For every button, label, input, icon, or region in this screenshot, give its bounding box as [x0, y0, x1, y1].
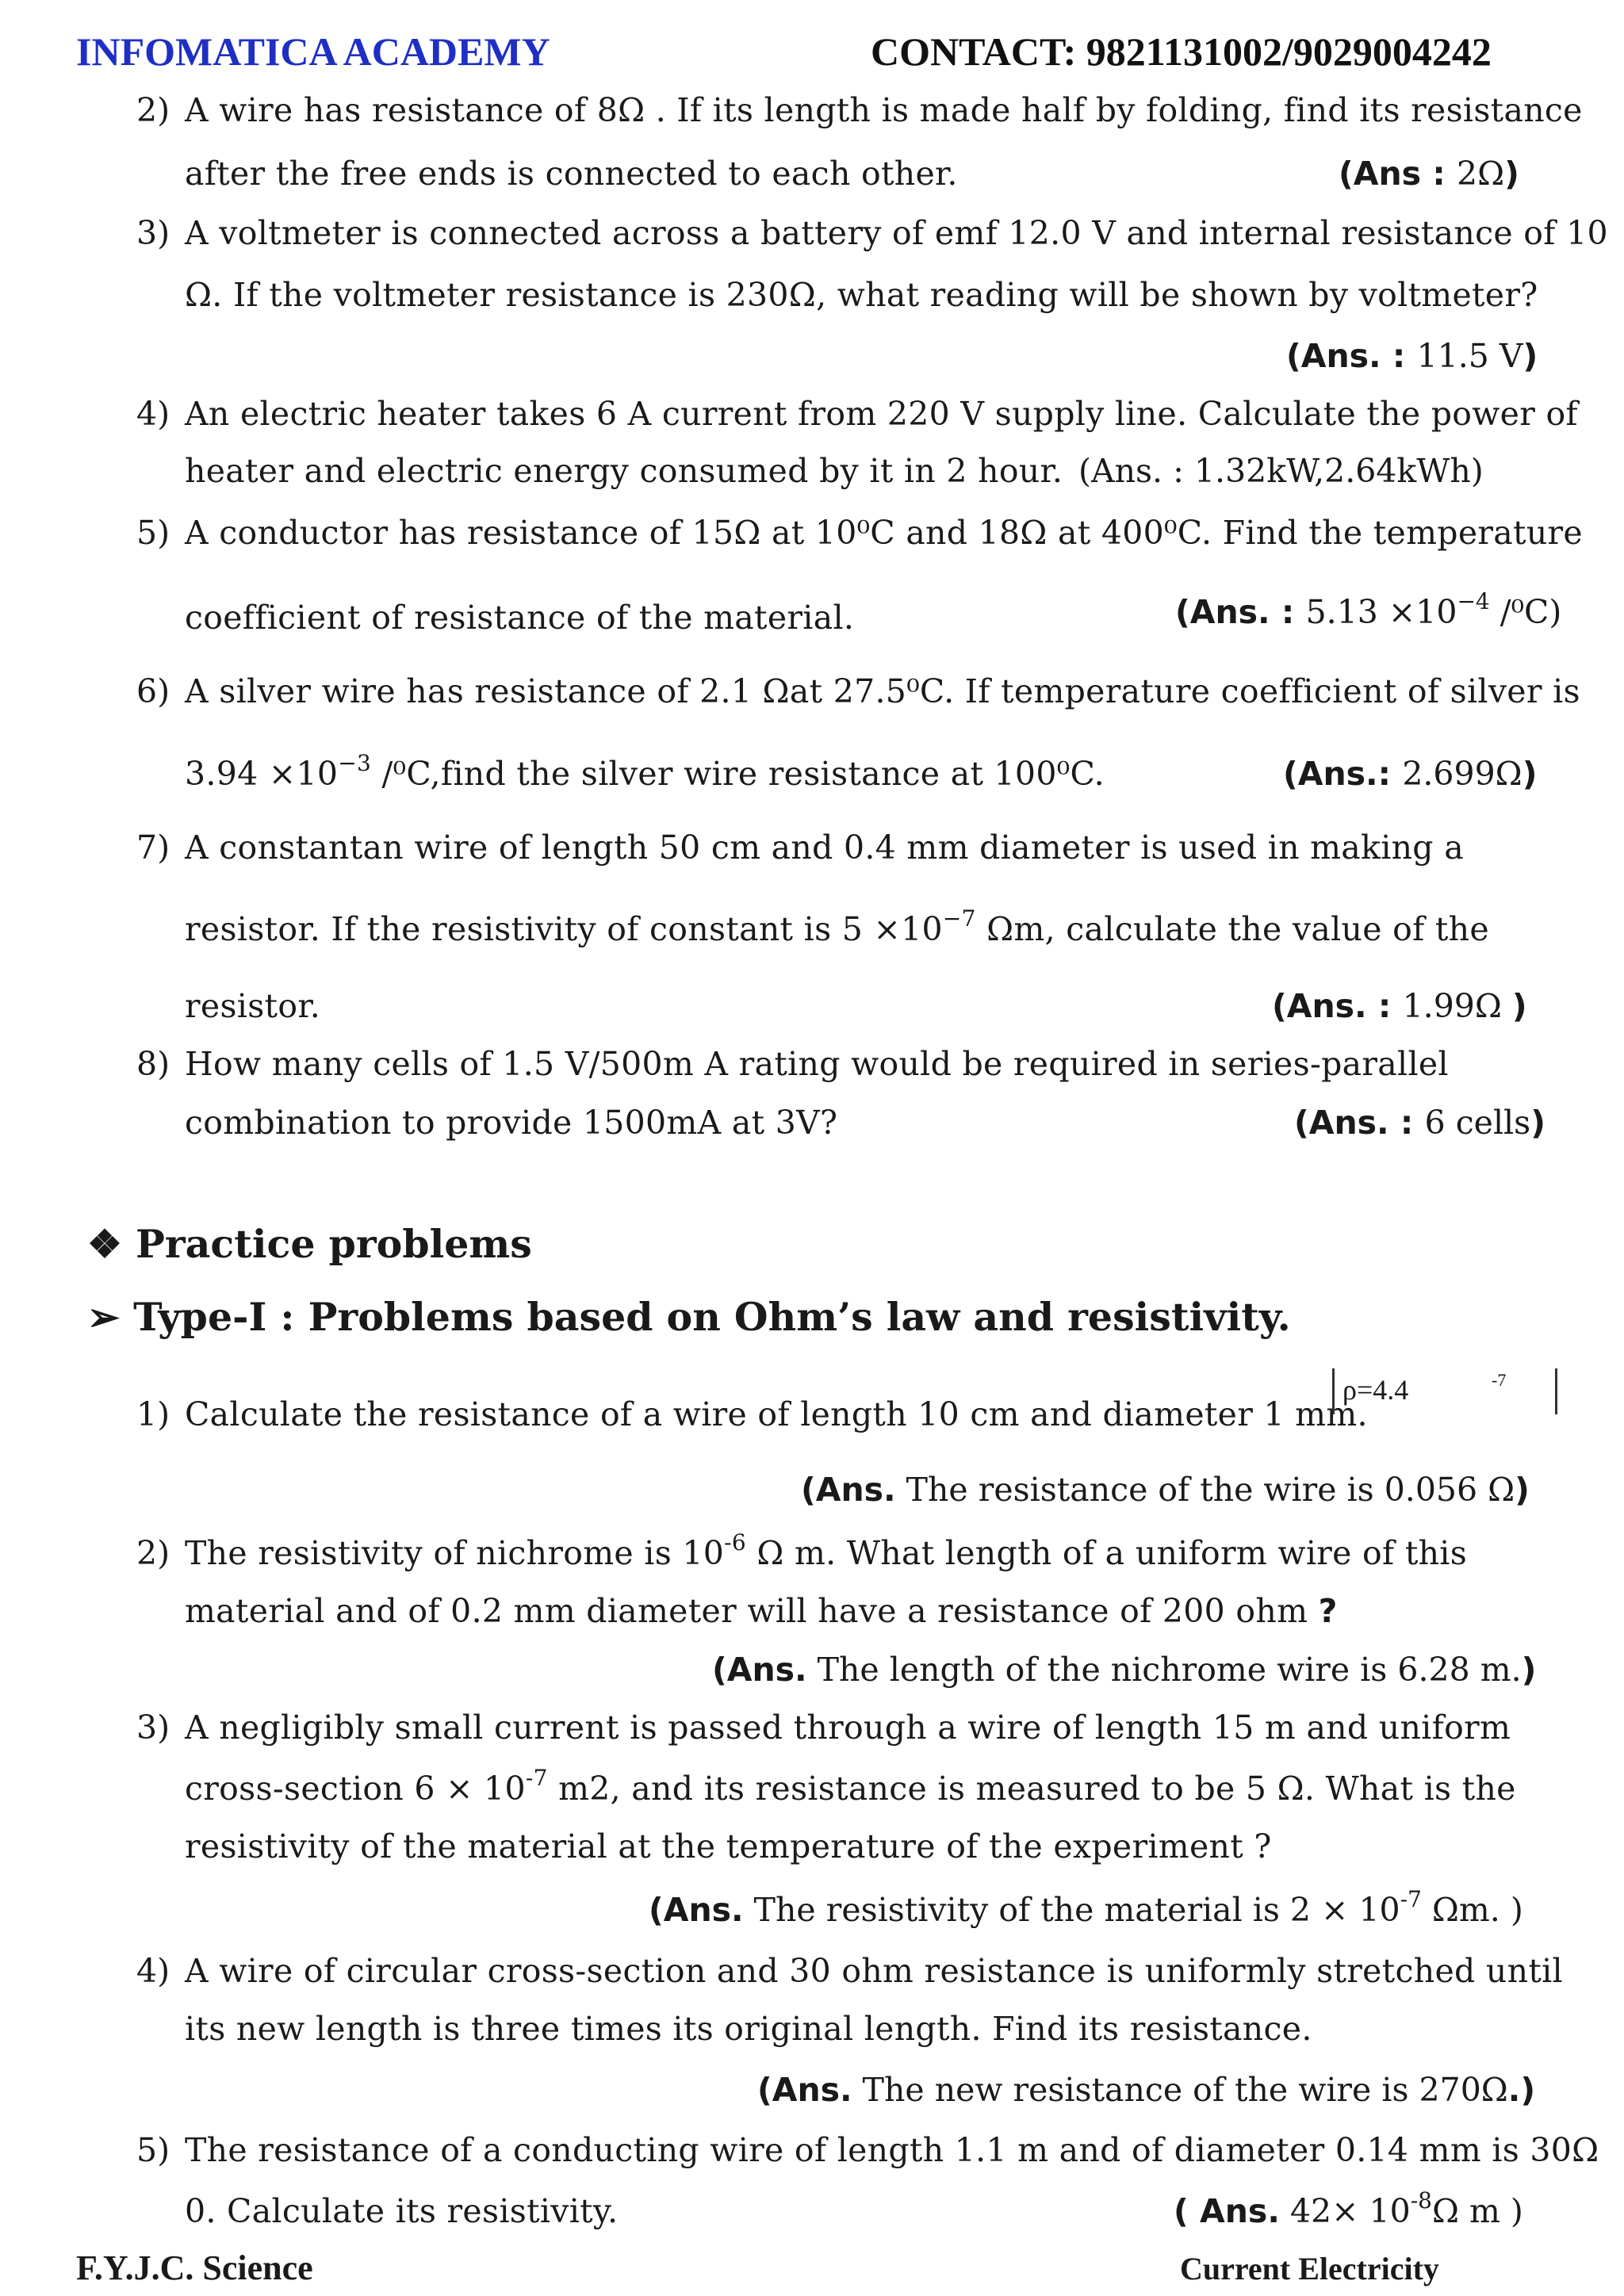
- section-heading: ❖ Practice problems: [87, 1221, 532, 1267]
- question-text: after the free ends is connected to each other.: [185, 155, 958, 193]
- diamond-bullet-icon: ❖: [87, 1221, 122, 1267]
- contact-info: CONTACT: 9821131002/9029004242: [871, 29, 1492, 74]
- question-text: coefficient of resistance of the material.: [185, 599, 855, 637]
- answer: (Ans. : $5.13 \times 10^{-4}$ /⁰C): [1175, 588, 1562, 631]
- question-text: A silver wire has resistance of 2.1 Ωat 27.5⁰C. If temperature coefficient of silver is: [185, 672, 1580, 710]
- question-text: heater and electric energy consumed by it in 2 hour.: [185, 452, 1063, 490]
- question-text: Calculate the resistance of a wire of length 10 cm and diameter 1 mm.: [185, 1395, 1368, 1433]
- answer: (Ans. : 6 cells): [1294, 1104, 1545, 1142]
- question-number: 6): [136, 672, 170, 710]
- answer: (Ans. The new resistance of the wire is 270Ω.): [757, 2071, 1536, 2109]
- question-text: A conductor has resistance of 15Ω at 10⁰C and 18Ω at 400⁰C. Find the temperature: [185, 514, 1583, 552]
- answer: (Ans. The resistance of the wire is 0.056 Ω): [801, 1471, 1530, 1509]
- question-text: cross-section $6 \times 10^{-7}$ m2, and its resistance is measured to be 5 Ω. What is the: [185, 1765, 1516, 1808]
- question-text: A wire has resistance of 8Ω . If its length is made half by folding, find its resistance: [185, 91, 1583, 129]
- question-text: A negligibly small current is passed through a wire of length 15 m and uniform: [185, 1709, 1511, 1747]
- question-text: A wire of circular cross-section and 30 ohm resistance is uniformly stretched until: [185, 1952, 1563, 1990]
- answer: (Ans.: 2.699Ω): [1283, 755, 1538, 793]
- question-number: 3): [136, 214, 170, 252]
- question-number: 4): [136, 395, 170, 433]
- question-text: 0. Calculate its resistivity.: [185, 2192, 619, 2230]
- question-number: 4): [136, 1952, 170, 1990]
- answer: (Ans. The length of the nichrome wire is 6.28 m.): [712, 1651, 1537, 1689]
- question-text: resistor. If the resistivity of constant is $5 \times 10^{-7}$ Ωm, calculate the value of the: [185, 905, 1489, 948]
- question-number: 7): [136, 828, 170, 867]
- answer: (Ans : 2Ω): [1339, 155, 1519, 193]
- question-number: 2): [136, 91, 170, 129]
- hint-exponent: -7: [1492, 1370, 1507, 1390]
- question-number: 3): [136, 1709, 170, 1747]
- question-number: 5): [136, 514, 170, 552]
- question-text: How many cells of 1.5 V/500m A rating would be required in series-parallel: [185, 1045, 1449, 1083]
- answer: (Ans. : 1.99Ω ): [1272, 987, 1527, 1025]
- hint-box: [1332, 1368, 1557, 1414]
- question-text: The resistivity of nichrome is $10^{-6}$ Ω m. What length of a uniform wire of this: [185, 1529, 1468, 1572]
- question-text: Ω. If the voltmeter resistance is 230Ω, what reading will be shown by voltmeter?: [185, 276, 1538, 314]
- question-number: 2): [136, 1534, 170, 1572]
- answer: (Ans. The resistivity of the material is $2 \times 10^{-7}$ Ωm. ): [649, 1886, 1523, 1929]
- question-number: 5): [136, 2131, 170, 2169]
- question-text: combination to provide 1500mA at 3V?: [185, 1104, 838, 1142]
- hint-text: ρ=4.4: [1342, 1374, 1409, 1406]
- question-text: A constantan wire of length 50 cm and 0.4 mm diameter is used in making a: [185, 828, 1464, 867]
- footer-chapter: Current Electricity: [1180, 2251, 1439, 2286]
- academy-name: INFOMATICA ACADEMY: [76, 29, 550, 74]
- arrow-bullet-icon: ➢: [87, 1294, 121, 1340]
- footer-course: F.Y.J.C. Science: [76, 2248, 313, 2287]
- question-text: resistor.: [185, 987, 321, 1025]
- answer: (Ans. : 1.32kW,2.64kWh): [1078, 452, 1484, 490]
- question-number: 1): [136, 1395, 170, 1433]
- answer: (Ans. : 11.5 V): [1286, 337, 1538, 375]
- question-text: resistivity of the material at the temperature of the experiment ?: [185, 1827, 1272, 1866]
- question-text: A voltmeter is connected across a battery of emf 12.0 V and internal resistance of 10: [185, 214, 1608, 252]
- question-text: The resistance of a conducting wire of length 1.1 m and of diameter 0.14 mm is 30Ω: [185, 2131, 1599, 2169]
- question-number: 8): [136, 1045, 170, 1083]
- answer: ( Ans. $42\times 10^{-8}\Omega$ m ): [1174, 2187, 1523, 2230]
- question-text: its new length is three times its original length. Find its resistance.: [185, 2010, 1312, 2048]
- type-heading: ➢ Type-I : Problems based on Ohm’s law and resistivity.: [87, 1294, 1291, 1340]
- question-text: material and of 0.2 mm diameter will have a resistance of 200 ohm ?: [185, 1592, 1338, 1630]
- question-text: $3.94 \times 10^{-3}$ /⁰C,find the silver wire resistance at 100⁰C.: [185, 750, 1105, 793]
- question-text: An electric heater takes 6 A current from 220 V supply line. Calculate the power of: [185, 395, 1578, 433]
